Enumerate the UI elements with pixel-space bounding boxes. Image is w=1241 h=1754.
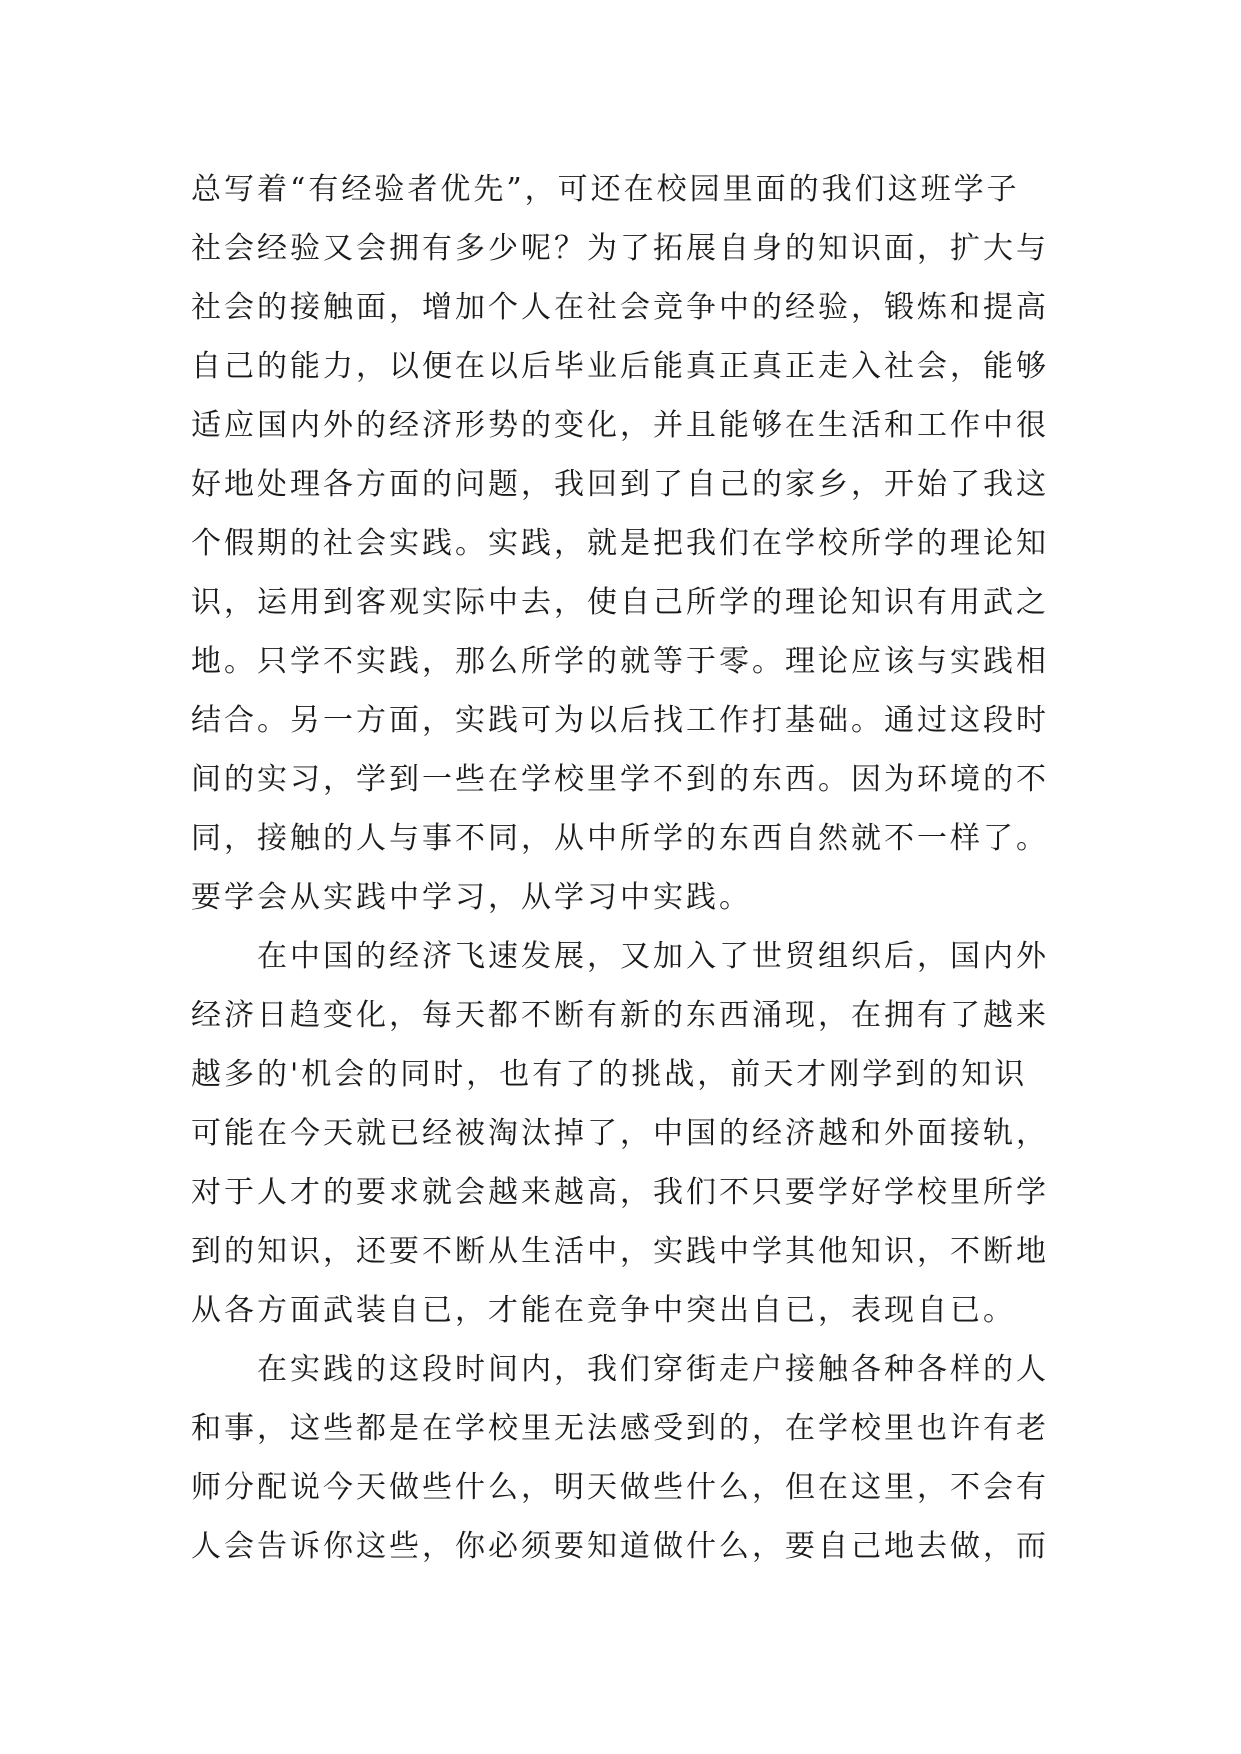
text-line: 社会的接触面，增加个人在社会竞争中的经验，锻炼和提高 — [191, 290, 1049, 325]
body-text — [191, 160, 1081, 1576]
text-line: 到的知识，还要不断从生活中，实践中学其他知识，不断地 — [191, 1234, 1049, 1269]
text-line: 对于人才的要求就会越来越高，我们不只要学好学校里所学 — [191, 1175, 1049, 1210]
text-line: 同，接触的人与事不同，从中所学的东西自然就不一样了。 — [191, 821, 1049, 856]
text-line: 适应国内外的经济形势的变化，并且能够在生活和工作中很 — [191, 408, 1049, 443]
paragraph-2 — [191, 927, 1081, 1340]
text-line: 经济日趋变化，每天都不断有新的东西涌现，在拥有了越来 — [191, 998, 1049, 1033]
text-line: 自己的能力，以便在以后毕业后能真正真正走入社会，能够 — [191, 349, 1049, 384]
paragraph-3 — [191, 1340, 1081, 1576]
text-line: 好地处理各方面的问题，我回到了自己的家乡，开始了我这 — [191, 467, 1049, 502]
text-line: 在中国的经济飞速发展，又加入了世贸组织后，国内外 — [257, 939, 1049, 974]
text-line: 间的实习，学到一些在学校里学不到的东西。因为环境的不 — [191, 762, 1049, 797]
text-line: 和事，这些都是在学校里无法感受到的，在学校里也许有老 — [191, 1411, 1049, 1446]
text-line: 地。只学不实践，那么所学的就等于零。理论应该与实践相 — [191, 644, 1049, 679]
text-line: 在实践的这段时间内，我们穿街走户接触各种各样的人 — [257, 1352, 1049, 1387]
text-line: 师分配说今天做些什么，明天做些什么，但在这里，不会有 — [191, 1470, 1049, 1505]
text-line: 越多的'机会的同时，也有了的挑战，前天才刚学到的知识 — [191, 1057, 1028, 1092]
text-line: 结合。另一方面，实践可为以后找工作打基础。通过这段时 — [191, 703, 1049, 738]
paragraph-1 — [191, 160, 1081, 927]
text-line: 可能在今天就已经被淘汰掉了，中国的经济越和外面接轨， — [191, 1116, 1049, 1151]
text-line: 总写着“有经验者优先”，可还在校园里面的我们这班学子 — [191, 172, 1020, 207]
text-line: 社会经验又会拥有多少呢？为了拓展自身的知识面，扩大与 — [191, 231, 1049, 266]
text-line: 人会告诉你这些，你必须要知道做什么，要自己地去做，而 — [191, 1529, 1049, 1564]
text-line: 识，运用到客观实际中去，使自己所学的理论知识有用武之 — [191, 585, 1049, 620]
text-line: 从各方面武装自已，才能在竞争中突出自已，表现自已。 — [191, 1293, 1016, 1328]
text-line: 个假期的社会实践。实践，就是把我们在学校所学的理论知 — [191, 526, 1049, 561]
text-line: 要学会从实践中学习，从学习中实践。 — [191, 880, 752, 915]
